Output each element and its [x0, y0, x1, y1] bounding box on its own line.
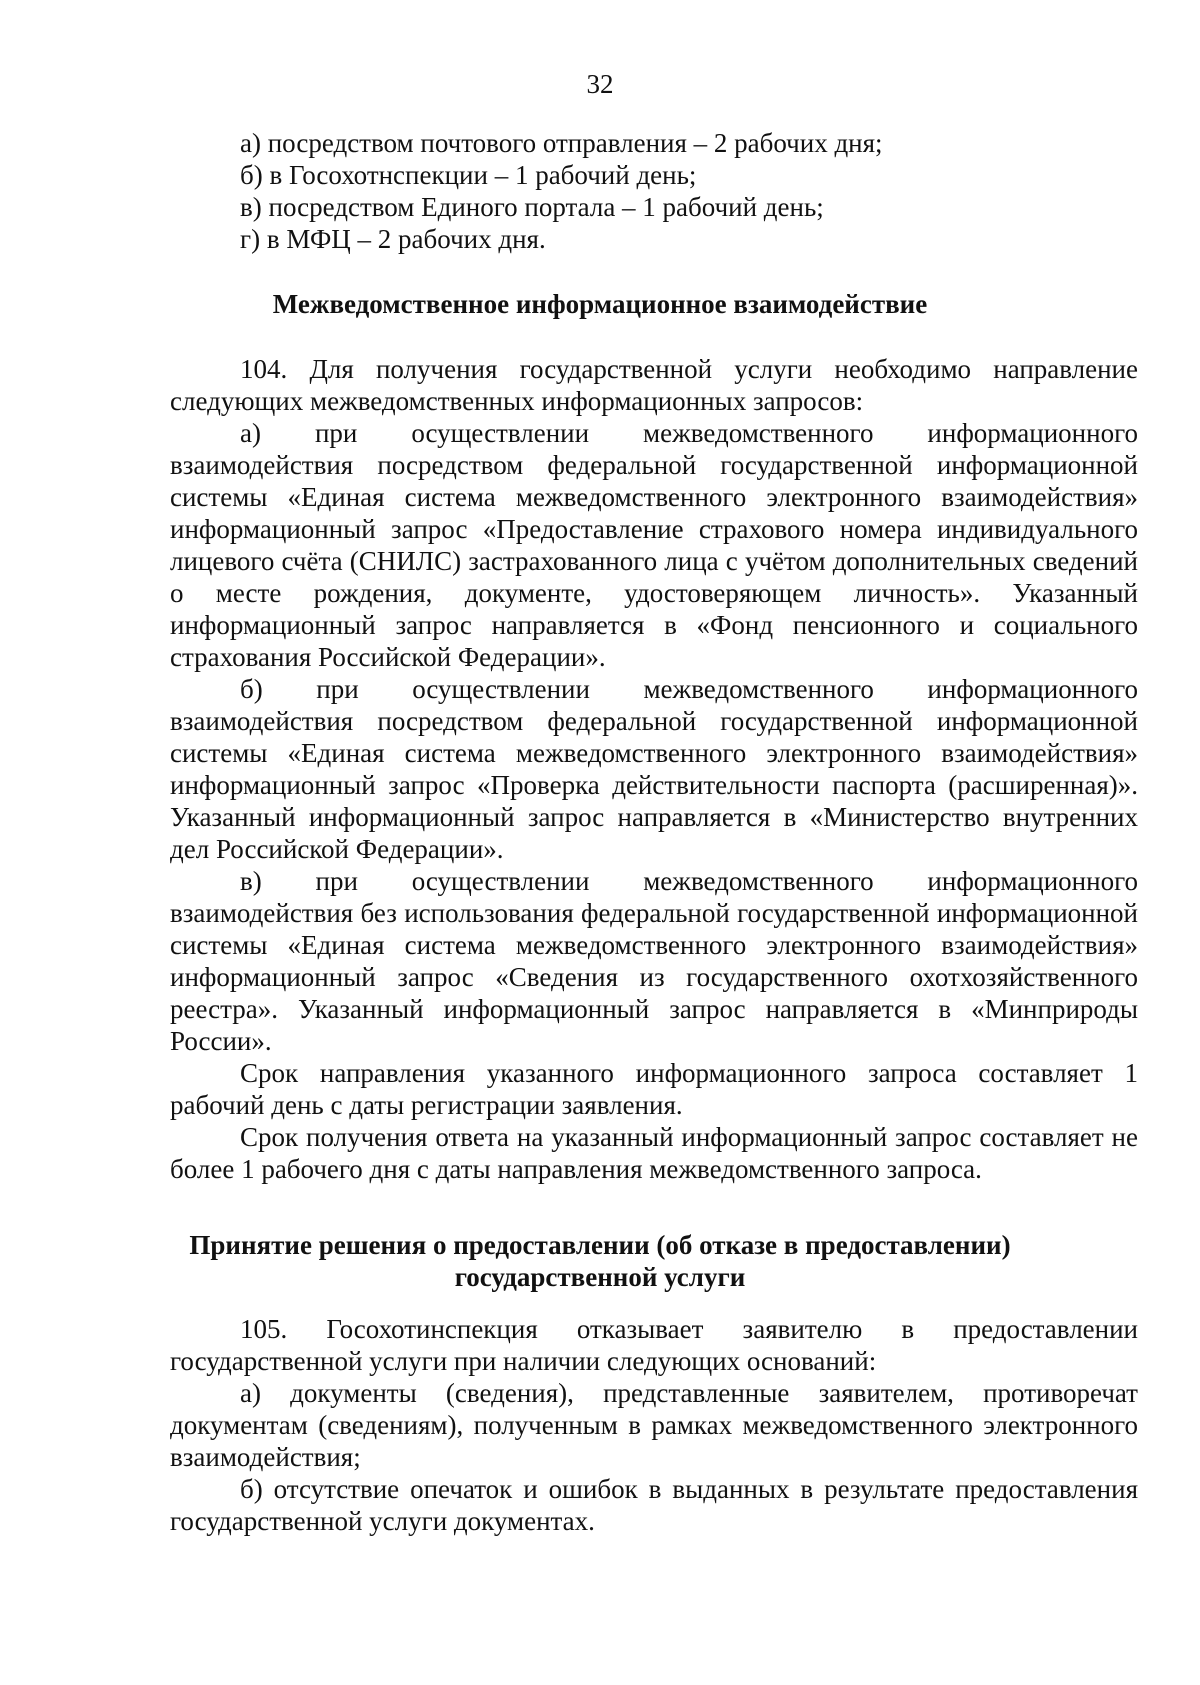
- paragraph: а) документы (сведения), представленные заявителем, противоречат документам (сведениям), полученным в рамках межведомственного электронного взаимодействия;: [170, 1378, 1138, 1472]
- section-heading-interagency: Межведомственное информационное взаимодействие: [272, 289, 928, 319]
- paragraph: 105. Госохотинспекция отказывает заявителю в предоставлении государственной услуги при наличии следующих оснований:: [170, 1314, 1138, 1376]
- list-item: г) в МФЦ – 2 рабочих дня.: [240, 224, 546, 254]
- paragraph: а) при осуществлении межведомственного информационного взаимодействия посредством федеральной государственной информационной системы «Единая система межведомственного электронного взаимодействия» информационный запрос «Предоставление страхового номера индивидуального лицевого счёта (СНИЛС) застрахованного лица с учётом дополнительных сведений о месте рождения, документе, удостоверяющем личность». Указанный информационный запрос направляется в «Фонд пенсионного и социального страхования Российской Федерации».: [170, 418, 1138, 672]
- paragraph: б) отсутствие опечаток и ошибок в выданных в результате предоставления государственной услуги документах.: [170, 1474, 1138, 1536]
- list-item: а) посредством почтового отправления – 2 рабочих дня;: [240, 128, 883, 158]
- list-item: б) в Госохотнспекции – 1 рабочий день;: [240, 160, 697, 190]
- delivery-terms-list: [240, 127, 883, 255]
- section-heading-decision: [0, 1229, 1200, 1293]
- page-number: 32: [586, 69, 614, 99]
- heading-line: государственной услуги: [454, 1262, 746, 1292]
- section-105-text: [170, 1313, 1138, 1537]
- paragraph: Срок получения ответа на указанный информационный запрос составляет не более 1 рабочего дня с даты направления межведомственного запроса.: [170, 1122, 1138, 1184]
- paragraph: Срок направления указанного информационного запроса составляет 1 рабочий день с даты регистрации заявления.: [170, 1058, 1138, 1120]
- paragraph: б) при осуществлении межведомственного информационного взаимодействия посредством федеральной государственной информационной системы «Единая система межведомственного электронного взаимодействия» информационный запрос «Проверка действительности паспорта (расширенная)». Указанный информационный запрос направляется в «Министерство внутренних дел Российской Федерации».: [170, 674, 1138, 864]
- section-104-text: [170, 353, 1138, 1185]
- paragraph: в) при осуществлении межведомственного информационного взаимодействия без использования федеральной государственной информационной системы «Единая система межведомственного электронного взаимодействия» информационный запрос «Сведения из государственного охотхозяйственного реестра». Указанный информационный запрос направляется в «Минприроды России».: [170, 866, 1138, 1056]
- paragraph: 104. Для получения государственной услуги необходимо направление следующих межведомственных информационных запросов:: [170, 354, 1138, 416]
- heading-line: Принятие решения о предоставлении (об отказе в предоставлении): [189, 1230, 1011, 1260]
- list-item: в) посредством Единого портала – 1 рабочий день;: [240, 192, 824, 222]
